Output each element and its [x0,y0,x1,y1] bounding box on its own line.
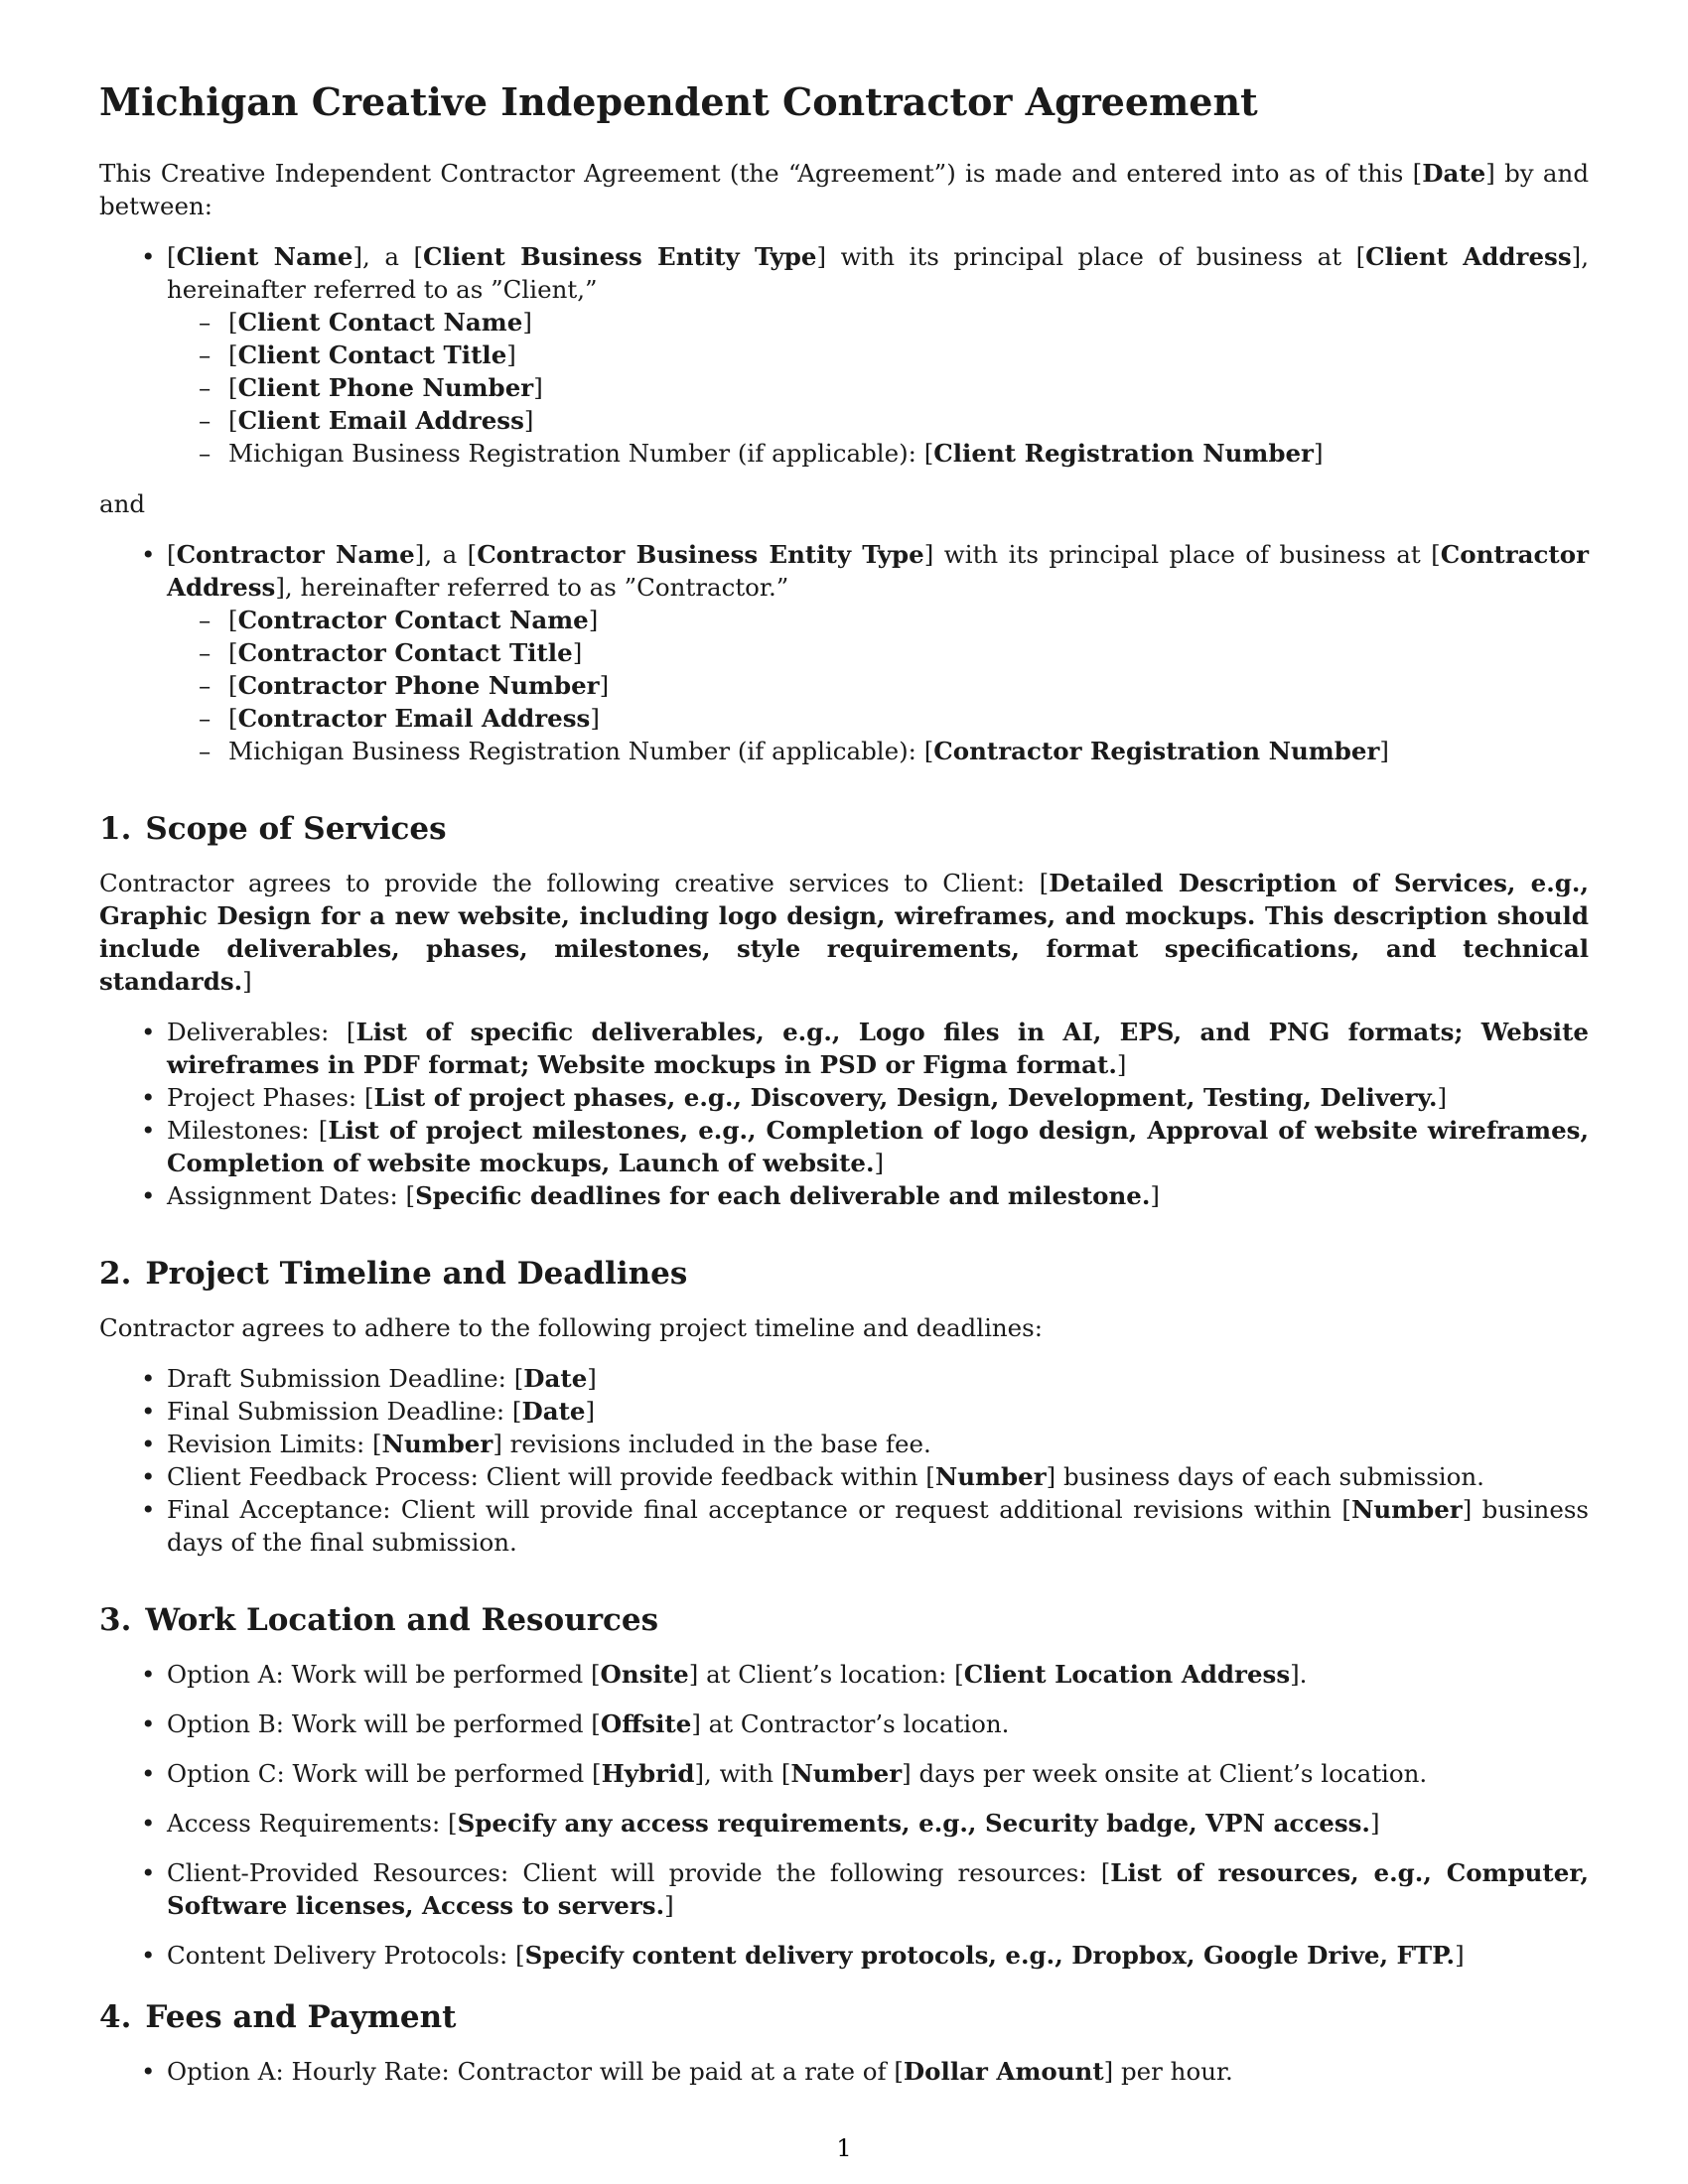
scope-description-placeholder: Detailed Description of Services, e.g., Graphic Design for a new website, including logo design, wireframes, and mockups. This description should include deliverables, phases, milestones, style requirements, format specifications, and technical standards. [99,869,1589,996]
list-item [167,1707,1589,1740]
client-resources-placeholder: List of resources, e.g., Computer, Software licenses, Access to servers. [167,1858,1589,1920]
client-details-list [167,306,1589,470]
phases-placeholder: List of project phases, e.g., Discovery, Design, Development, Testing, Delivery. [373,1083,1438,1112]
list-item [167,1395,1589,1428]
section-heading-scope [99,809,1589,849]
deliverables-placeholder: List of specific deliverables, e.g., Logo files in AI, EPS, and PNG formats; Website wireframes in PDF format; Website mockups in PSD or Figma format. [167,1018,1589,1079]
timeline-paragraph: Contractor agrees to adhere to the following project timeline and deadlines: [99,1313,1044,1342]
list-item: – Michigan Business Registration Number (if applicable): [Client Registration Number] [228,437,1589,470]
item-label: Deliverables: [ [167,1018,356,1046]
item-label: Client-Provided Resources: Client will provide the following resources: [ [167,1858,1111,1887]
item-label: Assignment Dates: [ [167,1181,416,1210]
client-location-placeholder: Client Location Address [963,1660,1291,1689]
section-number: 3. [99,1602,132,1638]
scope-list [99,1016,1589,1212]
contractor-contact-name: Contractor Contact Name [237,606,589,634]
section-title: Project Timeline and Deadlines [145,1256,688,1292]
item-text: ], with [ [694,1759,791,1788]
section-title: Work Location and Resources [145,1602,659,1638]
item-text: Option B: Work will be performed [ [167,1709,601,1738]
contractor-party-item: • [Contractor Name], a [Contractor Business Entity Type] with its principal place of business at [Contractor Address], hereinafter referred to as ”Contractor.” – [Contractor Contact Name] – [Contractor Contact Title] – [Contractor Phone Number] – [Contractor Email Address] – Michigan Business Registration Number (if applicable): [Contractor Registration Number] [167,538,1589,767]
list-item: – [Client Contact Name] [228,306,1589,339]
acceptance-days-placeholder: Number [1350,1495,1463,1524]
contractor-phone: Contractor Phone Number [237,671,600,700]
client-referral-text: ], hereinafter referred to as ”Client,” [167,242,1589,304]
client-contact-title: Client Contact Title [237,341,507,369]
onsite-placeholder: Onsite [600,1660,689,1689]
sep: ], a [ [352,242,424,271]
item-text: ] business days of the final submission. [167,1495,1589,1557]
contractor-entity-placeholder: Contractor Business Entity Type [477,540,924,569]
item-text: Draft Submission Deadline: [ [167,1364,524,1393]
client-contact-name: Client Contact Name [237,308,523,337]
page-number: 1 [836,2134,852,2162]
item-text: Option A: Work will be performed [ [167,1660,601,1689]
draft-deadline-placeholder: Date [523,1364,588,1393]
contractor-email: Contractor Email Address [237,704,591,733]
list-item [167,2055,1589,2088]
final-deadline-placeholder: Date [521,1397,586,1426]
registration-label: Michigan Business Registration Number (if applicable): [ [228,737,934,765]
scope-lead: Contractor agrees to provide the following creative services to Client: [ [99,869,1050,897]
list-item: • Content Delivery Protocols: [Specify content delivery protocols, e.g., Dropbox, Google Drive, FTP.] [167,1939,1589,1972]
section-title: Scope of Services [145,811,447,847]
list-item: – [Client Email Address] [228,404,1589,437]
section-number: 1. [99,811,132,847]
list-item: • Access Requirements: [Specify any access requirements, e.g., Security badge, VPN access.] [167,1807,1589,1840]
agreement-date-placeholder: Date [1422,159,1486,188]
list-item [167,1493,1589,1559]
sep: ] with its principal place of business at [ [923,540,1441,569]
access-requirements-placeholder: Specify any access requirements, e.g., Security badge, VPN access. [457,1809,1370,1838]
section-heading-fees [99,1997,1589,2037]
offsite-placeholder: Offsite [600,1709,692,1738]
intro-paragraph [99,157,1589,222]
list-item: • Project Phases: [List of project phases, e.g., Discovery, Design, Development, Testing, Delivery.] [167,1081,1589,1114]
feedback-days-placeholder: Number [934,1462,1047,1491]
registration-label: Michigan Business Registration Number (if applicable): [ [228,439,934,468]
contractor-party-list [99,538,1589,767]
list-item: – Michigan Business Registration Number (if applicable): [Contractor Registration Number] [228,735,1589,767]
list-item: • Milestones: [List of project milestones, e.g., Completion of logo design, Approval of website wireframes, Completion of website mockups, Launch of website.] [167,1114,1589,1179]
section-title: Fees and Payment [145,1999,457,2035]
list-item: – [Contractor Phone Number] [228,669,1589,702]
intro-text: This Creative Independent Contractor Agreement (the “Agreement”) is made and entered into as of this [ [99,159,1423,188]
client-email: Client Email Address [237,406,524,435]
item-text: Option A: Hourly Rate: Contractor will be paid at a rate of [ [167,2057,904,2086]
location-list [99,1658,1589,1972]
section-number: 2. [99,1256,132,1292]
list-item: – [Client Phone Number] [228,371,1589,404]
list-item: – [Contractor Contact Name] [228,604,1589,636]
list-item [167,1658,1589,1691]
and-connector: and [99,489,146,518]
item-label: Project Phases: [ [167,1083,374,1112]
section-heading-timeline [99,1254,1589,1294]
document-page [99,79,1589,2088]
item-text: Option C: Work will be performed [ [167,1759,602,1788]
revision-limit-placeholder: Number [381,1430,493,1458]
client-phone: Client Phone Number [237,373,534,402]
contractor-referral-text: ], hereinafter referred to as ”Contractor.” [275,573,789,602]
item-text: ] business days of each submission. [1046,1462,1484,1491]
item-text: Final Submission Deadline: [ [167,1397,522,1426]
item-text: ] at Client’s location: [ [688,1660,964,1689]
sep: ], a [ [414,540,478,569]
list-item: • Deliverables: [List of specific deliverables, e.g., Logo files in AI, EPS, and PNG formats; Website wireframes in PDF format; Website mockups in PSD or Figma format.] [167,1016,1589,1081]
hybrid-placeholder: Hybrid [601,1759,695,1788]
list-item [167,1362,1589,1395]
item-text: Revision Limits: [ [167,1430,382,1458]
item-text: ] revisions included in the base fee. [492,1430,931,1458]
section-number: 4. [99,1999,132,2035]
scope-paragraph: Contractor agrees to provide the following creative services to Client: [Detailed Description of Services, e.g., Graphic Design for a new website, including logo design, wireframes, and mockups. This description should include deliverables, phases, milestones, style requirements, format specifications, and technical standards.] [99,869,1589,996]
client-party-item: • [Client Name], a [Client Business Entity Type] with its principal place of business at [Client Address], hereinafter referred to as ”Client,” – [Client Contact Name] – [Client Contact Title] – [Client Phone Number] – [Client Email Address] – Michigan Business Registration Number (if applicable): [Client Registration Number] [167,240,1589,470]
section-heading-location [99,1600,1589,1640]
contractor-name-placeholder: Contractor Name [176,540,415,569]
fees-list [99,2055,1589,2088]
milestones-placeholder: List of project milestones, e.g., Completion of logo design, Approval of website wireframes, Completion of website mockups, Launch of website. [167,1116,1589,1177]
assignment-dates-placeholder: Specific deadlines for each deliverable and milestone. [415,1181,1151,1210]
contractor-registration-number: Contractor Registration Number [933,737,1380,765]
contractor-address-placeholder: Contractor Address [167,540,1589,602]
item-text: ] at Contractor’s location. [691,1709,1010,1738]
contractor-contact-title: Contractor Contact Title [237,638,573,667]
list-item: • Assignment Dates: [Specific deadlines for each deliverable and milestone.] [167,1179,1589,1212]
timeline-list [99,1362,1589,1559]
client-entity-placeholder: Client Business Entity Type [423,242,817,271]
item-label: Content Delivery Protocols: [ [167,1941,525,1970]
item-text: ] [585,1397,596,1426]
hourly-rate-placeholder: Dollar Amount [903,2057,1104,2086]
item-text: ] per hour. [1103,2057,1233,2086]
list-item: • Client-Provided Resources: Client will provide the following resources: [List of resources, e.g., Computer, Software licenses, Access to servers.] [167,1856,1589,1922]
item-text: Final Acceptance: Client will provide final acceptance or request additional revisions within [ [167,1495,1351,1524]
document-title: Michigan Creative Independent Contractor Agreement [99,79,1258,124]
list-item [167,1757,1589,1790]
client-party-list [99,240,1589,470]
content-delivery-placeholder: Specify content delivery protocols, e.g., Dropbox, Google Drive, FTP. [524,1941,1456,1970]
item-text: ] [587,1364,597,1393]
item-text: ] days per week onsite at Client’s location. [902,1759,1428,1788]
client-name-placeholder: Client Name [176,242,353,271]
list-item: – [Contractor Contact Title] [228,636,1589,669]
item-text: Client Feedback Process: Client will provide feedback within [ [167,1462,935,1491]
intro-text-end: ] by and between: [99,159,1590,220]
contractor-details-list [167,604,1589,767]
item-label: Milestones: [ [167,1116,329,1145]
client-address-placeholder: Client Address [1365,242,1572,271]
list-item: – [Client Contact Title] [228,339,1589,371]
days-onsite-placeholder: Number [790,1759,903,1788]
sep: ] with its principal place of business at [ [816,242,1366,271]
list-item [167,1428,1589,1460]
item-text: ]. [1290,1660,1308,1689]
client-registration-number: Client Registration Number [933,439,1314,468]
list-item: – [Contractor Email Address] [228,702,1589,735]
item-label: Access Requirements: [ [167,1809,458,1838]
list-item [167,1460,1589,1493]
